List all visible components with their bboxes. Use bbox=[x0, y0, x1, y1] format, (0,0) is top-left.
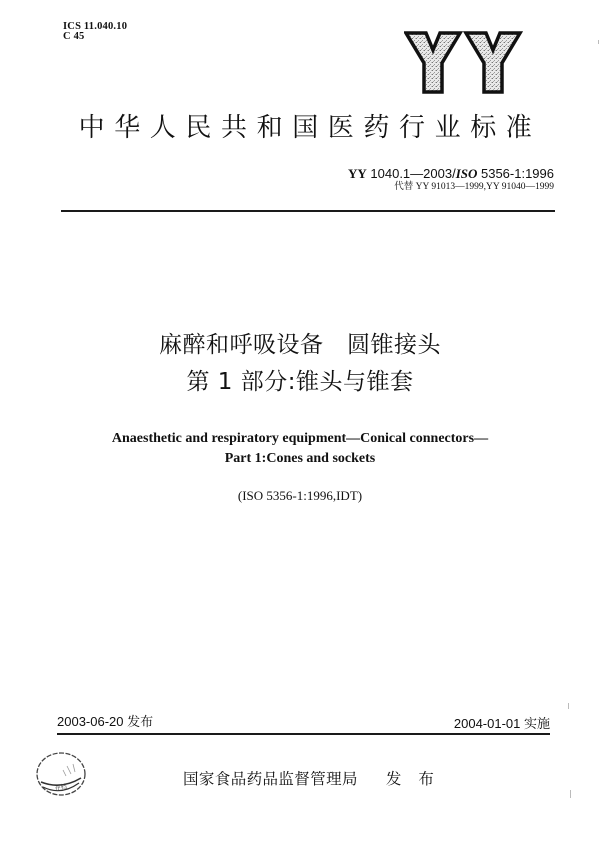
effective-date: 2004-01-01 实施 bbox=[453, 716, 550, 731]
cn-title-line2: 第 1 部分:锥头与锥套 bbox=[186, 369, 414, 395]
standard-number bbox=[348, 166, 554, 181]
yy-logo bbox=[404, 26, 524, 96]
stamp-icon bbox=[33, 748, 89, 800]
cn-title-line1: 麻醉和呼吸设备 圆锥接头 bbox=[159, 332, 441, 358]
iso-equivalence: (ISO 5356-1:1996,IDT) bbox=[237, 488, 363, 503]
issuer-name: 国家食品药品监督管理局 bbox=[183, 770, 358, 788]
issuer-action: 发 布 bbox=[385, 770, 440, 788]
standard-prefix: YY bbox=[348, 166, 367, 181]
standard-number-value: 1040.1—2003/ bbox=[366, 166, 456, 181]
header-divider bbox=[61, 210, 555, 212]
footer-divider bbox=[57, 733, 550, 735]
scan-artifact bbox=[570, 790, 571, 798]
issuer-line bbox=[183, 769, 440, 789]
issue-date: 2003-06-20 发布 bbox=[57, 714, 154, 729]
ics-code: ICS 11.040.10 bbox=[63, 21, 128, 32]
ccs-code: C 45 bbox=[63, 31, 85, 42]
en-title-line1: Anaesthetic and respiratory equipment—Conical connectors— bbox=[111, 431, 489, 446]
scan-artifact bbox=[568, 703, 569, 709]
yy-logo-icon bbox=[404, 26, 524, 96]
classification-codes bbox=[63, 22, 127, 42]
stamp-label: 存档 bbox=[54, 783, 68, 792]
main-heading: 中华人民共和国医药行业标准 bbox=[78, 113, 542, 143]
scan-artifact bbox=[598, 40, 599, 44]
archive-stamp bbox=[33, 748, 89, 800]
en-title-line2: Part 1:Cones and sockets bbox=[224, 451, 376, 466]
iso-number: 5356-1:1996 bbox=[477, 166, 554, 181]
replaces-note: 代替 YY 91013—1999,YY 91040—1999 bbox=[394, 182, 554, 192]
standard-number-block bbox=[348, 166, 554, 193]
iso-label: ISO bbox=[455, 166, 478, 181]
